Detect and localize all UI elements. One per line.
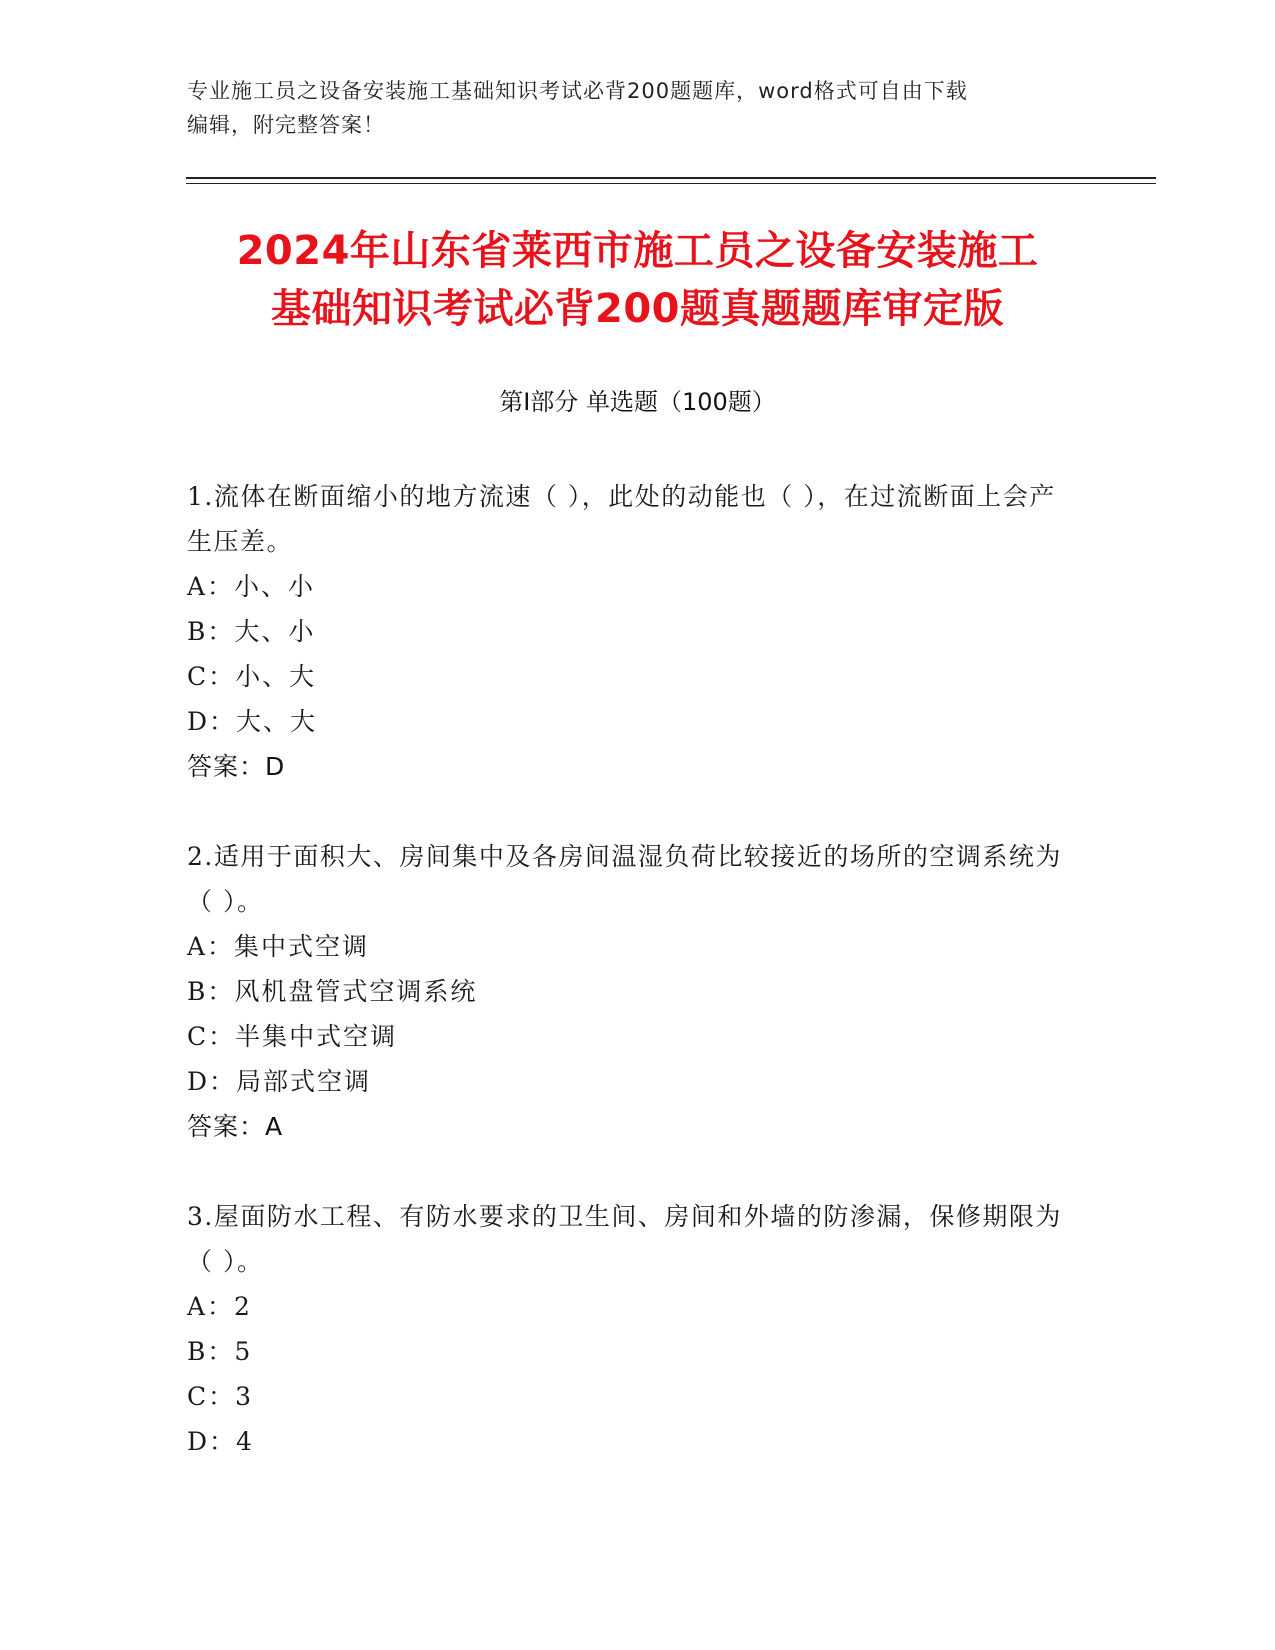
option-b: B：风机盘管式空调系统 xyxy=(187,977,478,1006)
answer: 答案：A xyxy=(187,1112,284,1141)
answer: 答案：D xyxy=(187,752,286,781)
header-divider-thin xyxy=(186,183,1156,184)
question-stem: 2.适用于面积大、房间集中及各房间温湿负荷比较接近的场所的空调系统为（ ）。 xyxy=(187,842,1062,916)
option-a: A：集中式空调 xyxy=(187,932,370,961)
header-divider-thick xyxy=(186,177,1156,179)
document-title-line-2: 基础知识考试必背200题真题题库审定版 xyxy=(271,286,1004,332)
option-d: D：4 xyxy=(187,1427,254,1456)
document-title xyxy=(120,222,1155,338)
option-d: D：大、大 xyxy=(187,707,318,736)
question-2 xyxy=(187,834,1067,1149)
document-title-line-1: 2024年山东省莱西市施工员之设备安装施工 xyxy=(236,228,1039,274)
header-note xyxy=(187,74,1087,142)
header-note-line-1: 专业施工员之设备安装施工基础知识考试必背200题题库，word格式可自由下载 xyxy=(187,79,968,103)
question-list xyxy=(187,474,1067,1509)
option-d: D：局部式空调 xyxy=(187,1067,372,1096)
question-stem: 3.屋面防水工程、有防水要求的卫生间、房间和外墙的防渗漏，保修期限为（ ）。 xyxy=(187,1202,1062,1276)
option-c: C：3 xyxy=(187,1382,254,1411)
question-1 xyxy=(187,474,1067,789)
option-b: B：大、小 xyxy=(187,617,316,646)
option-c: C：半集中式空调 xyxy=(187,1022,398,1051)
header-note-line-2: 编辑，附完整答案！ xyxy=(187,113,385,137)
option-c: C：小、大 xyxy=(187,662,317,691)
option-a: A：2 xyxy=(187,1292,252,1321)
section-heading: 第Ⅰ部分 单选题（100题） xyxy=(499,388,776,416)
option-b: B：5 xyxy=(187,1337,253,1366)
question-3 xyxy=(187,1194,1067,1464)
question-stem: 1.流体在断面缩小的地方流速（ ），此处的动能也（ ），在过流断面上会产生压差。 xyxy=(187,482,1056,556)
option-a: A：小、小 xyxy=(187,572,316,601)
